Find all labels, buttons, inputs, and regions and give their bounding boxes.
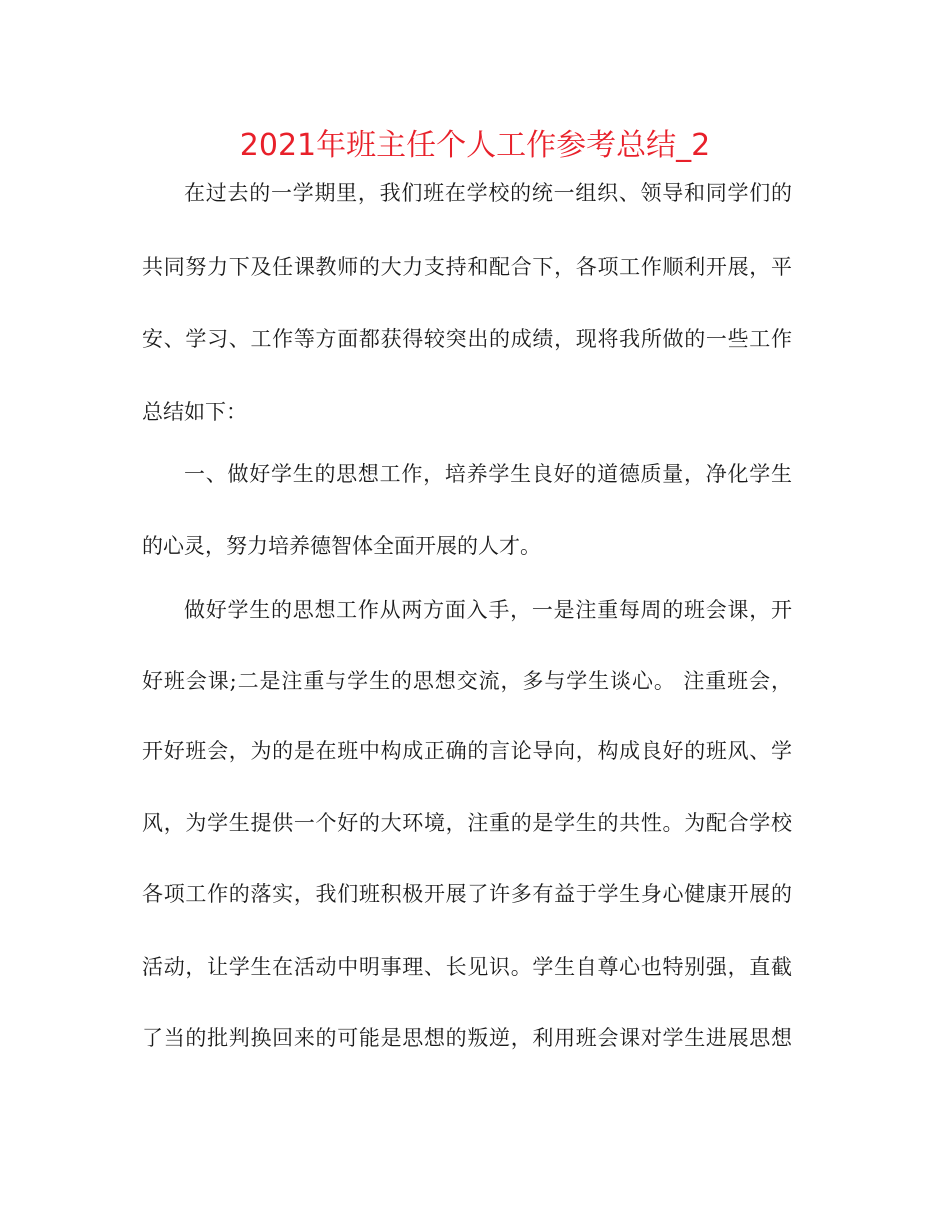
- paragraph-3-line-3: 开好班会，为的是在班中构成正确的言论导向，构成良好的班风、学: [142, 739, 792, 763]
- paragraph-2-line-1: 一、做好学生的思想工作，培养学生良好的道德质量，净化学生: [184, 462, 792, 486]
- paragraph-3-line-2: 好班会课;二是注重与学生的思想交流，多与学生谈心。 注重班会，: [142, 669, 792, 693]
- paragraph-3-line-1: 做好学生的思想工作从两方面入手，一是注重每周的班会课，开: [184, 598, 792, 622]
- paragraph-3-line-6: 活动，让学生在活动中明事理、长见识。学生自尊心也特别强，直截: [142, 955, 792, 979]
- paragraph-3-line-4: 风，为学生提供一个好的大环境，注重的是学生的共性。为配合学校: [142, 811, 792, 835]
- document-title: 2021年班主任个人工作参考总结_2: [239, 128, 711, 163]
- paragraph-2-line-2: 的心灵，努力培养德智体全面开展的人才。: [142, 534, 541, 558]
- paragraph-1-line-2: 共同努力下及任课教师的大力支持和配合下，各项工作顺利开展，平: [142, 255, 792, 279]
- paragraph-1-line-3: 安、学习、工作等方面都获得较突出的成绩，现将我所做的一些工作: [142, 327, 792, 351]
- paragraph-3-line-7: 了当的批判换回来的可能是思想的叛逆，利用班会课对学生进展思想: [142, 1026, 792, 1050]
- paragraph-1-line-4: 总结如下：: [142, 400, 247, 424]
- paragraph-1-line-1: 在过去的一学期里，我们班在学校的统一组织、领导和同学们的: [184, 181, 792, 205]
- paragraph-3-line-5: 各项工作的落实，我们班积极开展了许多有益于学生身心健康开展的: [142, 882, 792, 906]
